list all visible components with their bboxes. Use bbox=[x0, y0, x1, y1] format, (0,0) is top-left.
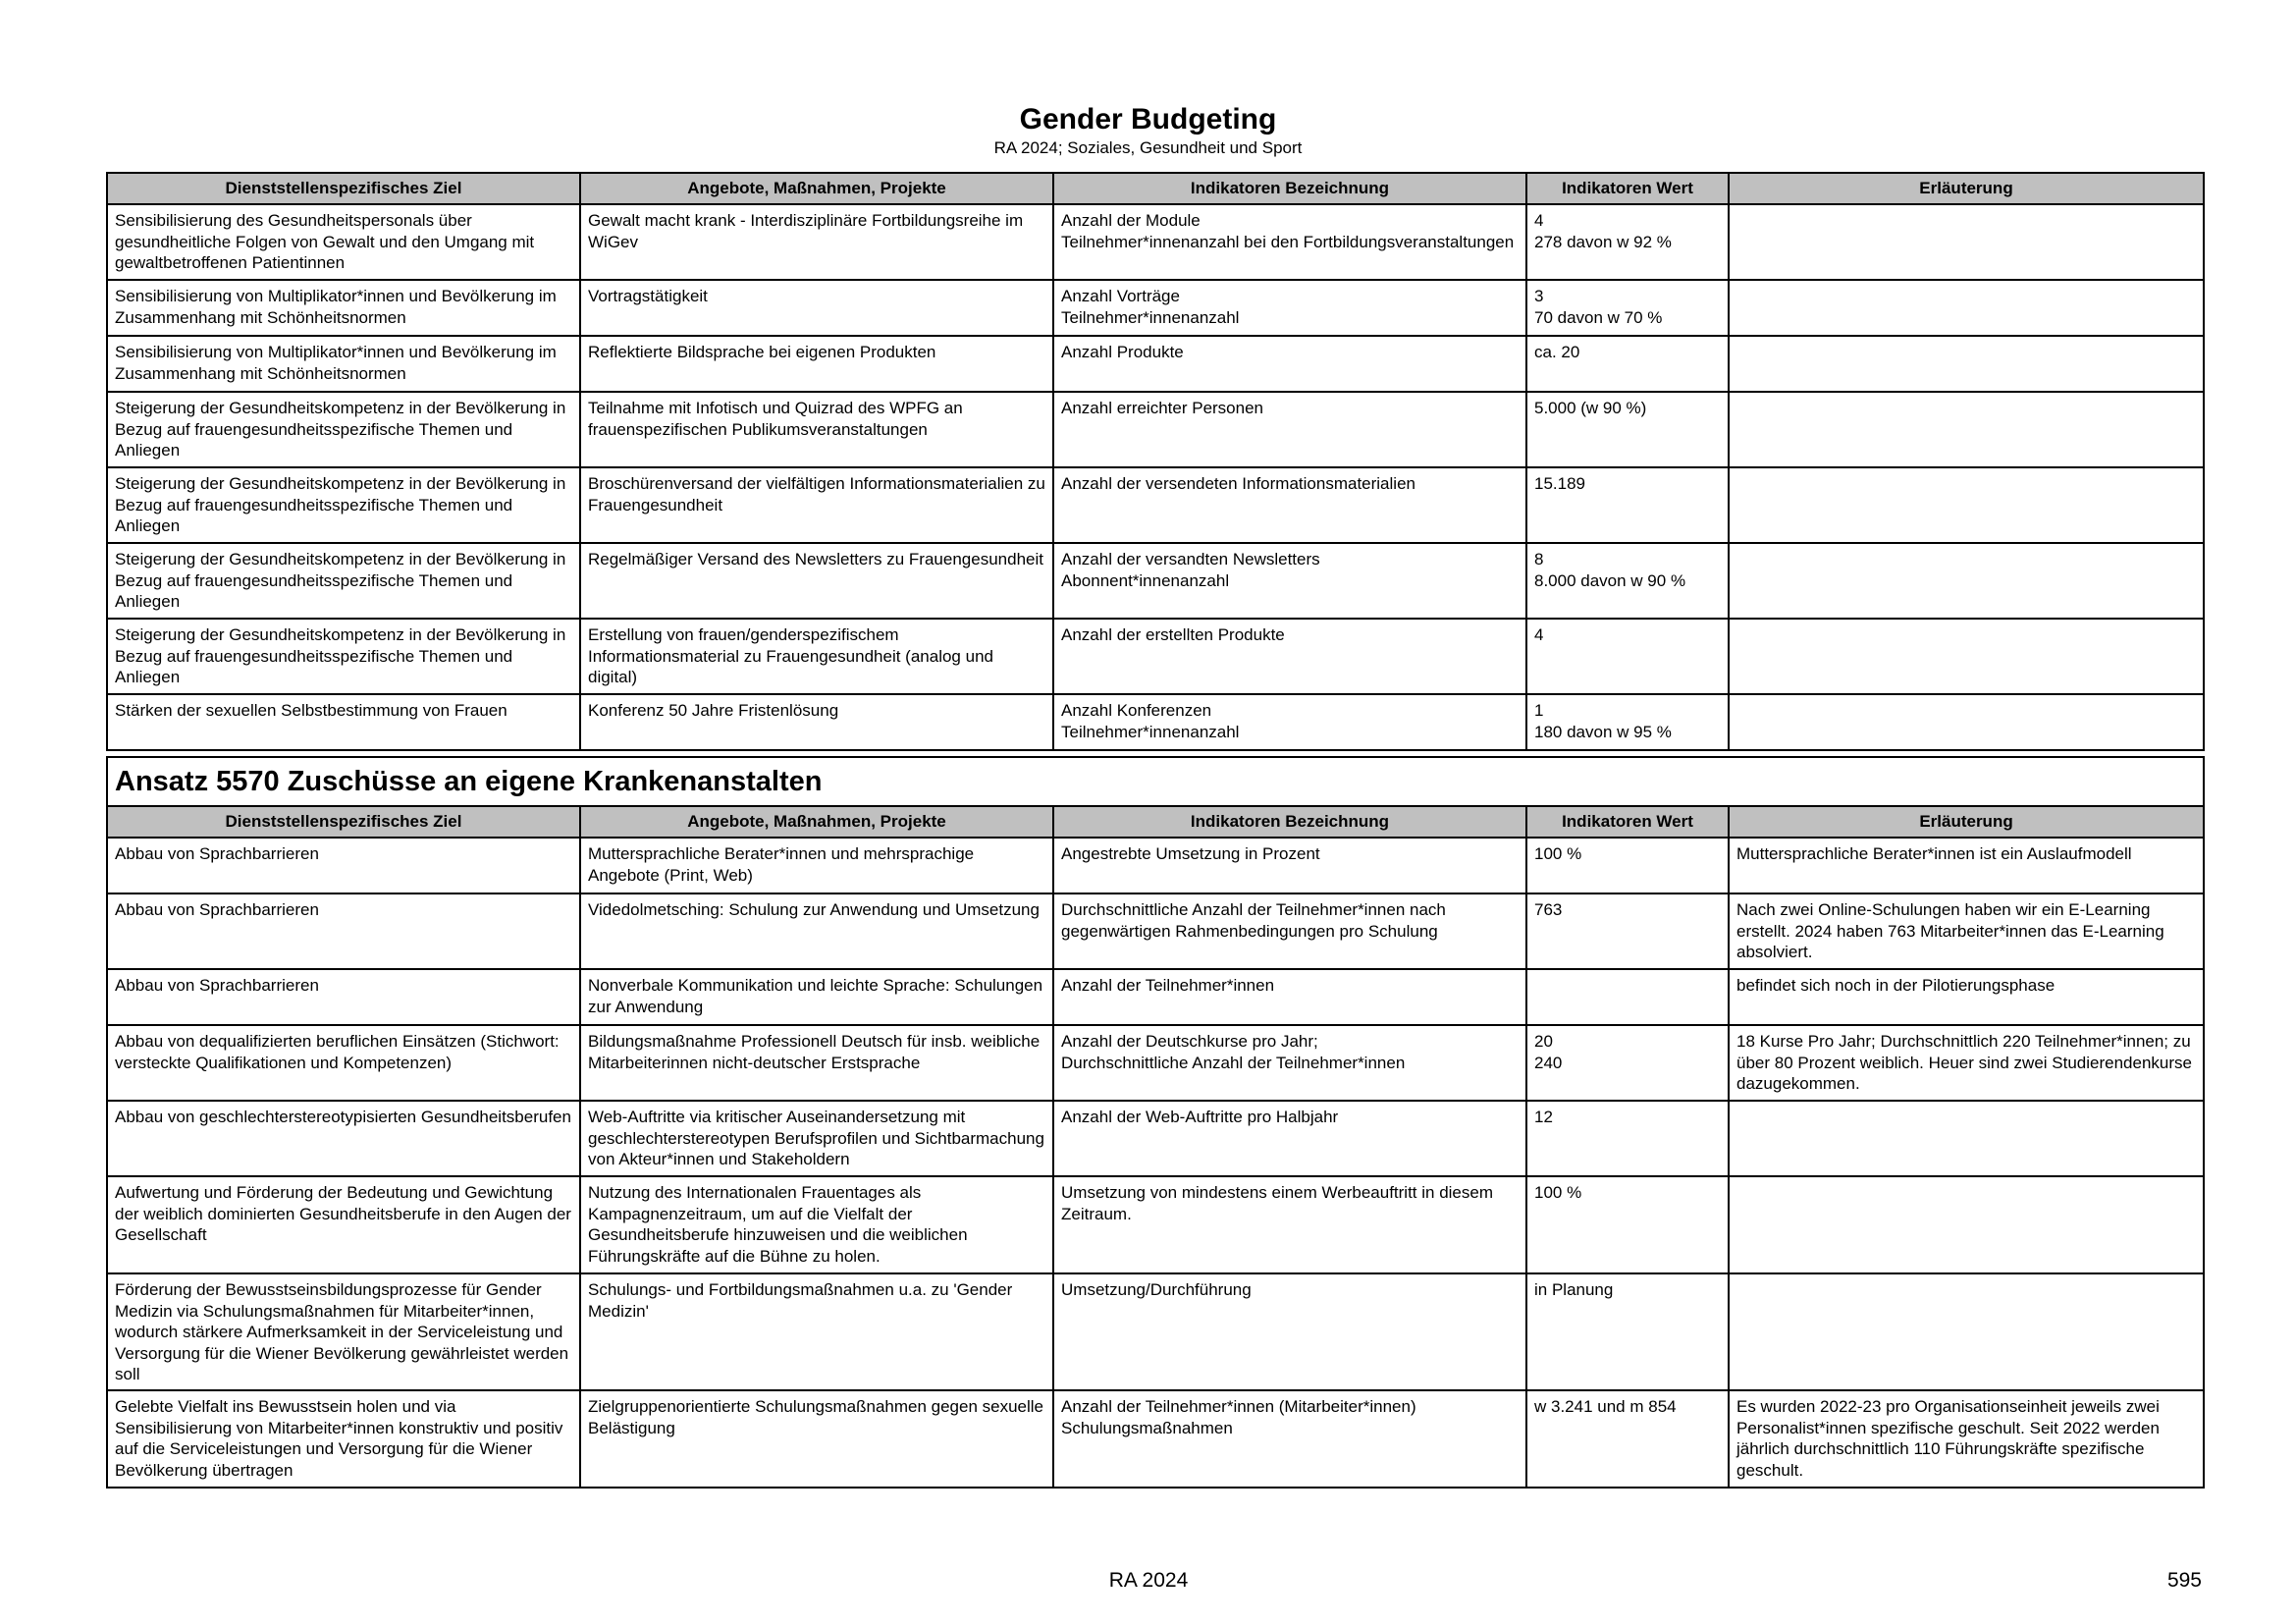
table-row bbox=[107, 1273, 2204, 1390]
cell-wert-line: 763 bbox=[1534, 900, 1563, 919]
section-title: Ansatz 5570 Zuschüsse an eigene Krankenanstalten bbox=[107, 757, 2204, 806]
table-row bbox=[107, 893, 2204, 969]
cell-wert-line: 3 bbox=[1534, 287, 1544, 305]
column-header-ziel: Dienststellenspezifisches Ziel bbox=[107, 806, 580, 838]
cell-indikator-line: Anzahl der Web-Auftritte pro Halbjahr bbox=[1061, 1108, 1339, 1126]
cell-wert-line: w 3.241 und m 854 bbox=[1534, 1397, 1677, 1416]
table-row bbox=[107, 1390, 2204, 1488]
cell-wert-line: 20 bbox=[1534, 1032, 1553, 1051]
cell-wert bbox=[1526, 694, 1729, 750]
cell-ziel: Abbau von Sprachbarrieren bbox=[107, 969, 580, 1025]
cell-indikator-line: Teilnehmer*innenanzahl bbox=[1061, 307, 1240, 327]
cell-indikator-line: Durchschnittliche Anzahl der Teilnehmer*innen bbox=[1061, 1053, 1406, 1072]
table-row bbox=[107, 694, 2204, 750]
cell-indikator bbox=[1053, 336, 1526, 392]
document-subtitle: RA 2024; Soziales, Gesundheit und Sport bbox=[993, 138, 1303, 157]
cell-indikator-line: Anzahl der versandten Newsletters bbox=[1061, 550, 1320, 568]
cell-wert bbox=[1526, 392, 1729, 467]
cell-massnahme: Reflektierte Bildsprache bei eigenen Produkten bbox=[580, 336, 1053, 392]
cell-ziel: Steigerung der Gesundheitskompetenz in der Bevölkerung in Bezug auf frauengesundheitsspezifische Themen und Anliegen bbox=[107, 543, 580, 619]
cell-erlaeuterung bbox=[1729, 467, 2204, 543]
cell-massnahme: Teilnahme mit Infotisch und Quizrad des WPFG an frauenspezifischen Publikumsveranstaltungen bbox=[580, 392, 1053, 467]
cell-indikator-line: Anzahl erreichter Personen bbox=[1061, 399, 1264, 417]
page-header bbox=[0, 102, 2296, 159]
cell-massnahme: Muttersprachliche Berater*innen und mehrsprachige Angebote (Print, Web) bbox=[580, 838, 1053, 893]
cell-wert bbox=[1526, 467, 1729, 543]
cell-erlaeuterung bbox=[1729, 280, 2204, 336]
column-header-erlaeuterung: Erläuterung bbox=[1729, 806, 2204, 838]
cell-indikator bbox=[1053, 1273, 1526, 1390]
cell-ziel: Abbau von geschlechterstereotypisierten Gesundheitsberufen bbox=[107, 1101, 580, 1176]
cell-massnahme: Erstellung von frauen/genderspezifischem Informationsmaterial zu Frauengesundheit (analog und digital) bbox=[580, 619, 1053, 694]
page-number: 595 bbox=[2166, 1569, 2202, 1592]
column-header-indikatoren-wert: Indikatoren Wert bbox=[1526, 173, 1729, 204]
table-row bbox=[107, 1025, 2204, 1101]
cell-massnahme: Broschürenversand der vielfältigen Informationsmaterialien zu Frauengesundheit bbox=[580, 467, 1053, 543]
cell-ziel: Stärken der sexuellen Selbstbestimmung von Frauen bbox=[107, 694, 580, 750]
cell-indikator bbox=[1053, 694, 1526, 750]
column-header-massnahmen: Angebote, Maßnahmen, Projekte bbox=[580, 173, 1053, 204]
cell-erlaeuterung bbox=[1729, 336, 2204, 392]
cell-indikator bbox=[1053, 1176, 1526, 1273]
cell-massnahme: Nonverbale Kommunikation und leichte Sprache: Schulungen zur Anwendung bbox=[580, 969, 1053, 1025]
cell-ziel: Steigerung der Gesundheitskompetenz in der Bevölkerung in Bezug auf frauengesundheitsspezifische Themen und Anliegen bbox=[107, 619, 580, 694]
cell-massnahme: Gewalt macht krank - Interdisziplinäre Fortbildungsreihe im WiGev bbox=[580, 204, 1053, 280]
column-header-indikatoren-wert: Indikatoren Wert bbox=[1526, 806, 1729, 838]
cell-erlaeuterung: Es wurden 2022-23 pro Organisationseinheit jeweils zwei Personalist*innen spezifische geschult. Seit 2022 werden jährlich durchschnittlich 110 Führungskräfte spezifische geschult. bbox=[1729, 1390, 2204, 1488]
cell-wert-line: ca. 20 bbox=[1534, 343, 1580, 361]
cell-indikator-line: Umsetzung von mindestens einem Werbeauftritt in diesem Zeitraum. bbox=[1061, 1183, 1493, 1223]
cell-wert-line: 100 % bbox=[1534, 844, 1582, 863]
cell-massnahme: Regelmäßiger Versand des Newsletters zu Frauengesundheit bbox=[580, 543, 1053, 619]
cell-indikator-line: Anzahl der Deutschkurse pro Jahr; bbox=[1061, 1032, 1318, 1051]
cell-indikator bbox=[1053, 838, 1526, 893]
column-header-indikatoren-bezeichnung: Indikatoren Bezeichnung bbox=[1053, 173, 1526, 204]
cell-wert bbox=[1526, 280, 1729, 336]
column-header-erlaeuterung: Erläuterung bbox=[1729, 173, 2204, 204]
table-row bbox=[107, 838, 2204, 893]
cell-wert bbox=[1526, 1273, 1729, 1390]
column-header-indikatoren-bezeichnung: Indikatoren Bezeichnung bbox=[1053, 806, 1526, 838]
cell-indikator bbox=[1053, 619, 1526, 694]
cell-massnahme: Vortragstätigkeit bbox=[580, 280, 1053, 336]
table-row bbox=[107, 280, 2204, 336]
table-row bbox=[107, 619, 2204, 694]
document-title: Gender Budgeting bbox=[1019, 103, 1277, 135]
gender-budgeting-table-1 bbox=[106, 172, 2205, 751]
cell-indikator bbox=[1053, 893, 1526, 969]
cell-erlaeuterung bbox=[1729, 619, 2204, 694]
cell-wert-line: 180 davon w 95 % bbox=[1534, 722, 1672, 741]
cell-ziel: Steigerung der Gesundheitskompetenz in der Bevölkerung in Bezug auf frauengesundheitsspezifische Themen und Anliegen bbox=[107, 392, 580, 467]
cell-wert bbox=[1526, 893, 1729, 969]
cell-wert bbox=[1526, 336, 1729, 392]
cell-wert bbox=[1526, 1176, 1729, 1273]
cell-ziel: Förderung der Bewusstseinsbildungsprozesse für Gender Medizin via Schulungsmaßnahmen für Mitarbeiter*innen, wodurch stärkere Aufmerksamkeit in der Serviceleistung und Versorgung für die Wiener Bevölkerung gewährleistet werden soll bbox=[107, 1273, 580, 1390]
cell-erlaeuterung bbox=[1729, 1101, 2204, 1176]
cell-wert-line: 8.000 davon w 90 % bbox=[1534, 570, 1686, 590]
cell-massnahme: Konferenz 50 Jahre Fristenlösung bbox=[580, 694, 1053, 750]
footer-label: RA 2024 bbox=[1108, 1569, 1189, 1592]
cell-indikator-line: Anzahl Produkte bbox=[1061, 343, 1184, 361]
cell-erlaeuterung: 18 Kurse Pro Jahr; Durchschnittlich 220 Teilnehmer*innen; zu über 80 Prozent weiblich. Heuer sind zwei Studierendenkurse dazugekommen. bbox=[1729, 1025, 2204, 1101]
cell-indikator-line: Teilnehmer*innenanzahl bbox=[1061, 722, 1240, 741]
cell-indikator-line: Anzahl der Teilnehmer*innen (Mitarbeiter*innen) bbox=[1061, 1397, 1416, 1416]
cell-wert bbox=[1526, 543, 1729, 619]
cell-wert-line: 1 bbox=[1534, 701, 1544, 720]
cell-wert bbox=[1526, 1101, 1729, 1176]
cell-indikator bbox=[1053, 543, 1526, 619]
cell-wert bbox=[1526, 969, 1729, 1025]
cell-wert-line: 8 bbox=[1534, 550, 1544, 568]
cell-massnahme: Schulungs- und Fortbildungsmaßnahmen u.a. zu 'Gender Medizin' bbox=[580, 1273, 1053, 1390]
cell-ziel: Sensibilisierung des Gesundheitspersonals über gesundheitliche Folgen von Gewalt und den Umgang mit gewaltbetroffenen Patientinnen bbox=[107, 204, 580, 280]
cell-wert bbox=[1526, 838, 1729, 893]
cell-ziel: Sensibilisierung von Multiplikator*innen und Bevölkerung im Zusammenhang mit Schönheitsnormen bbox=[107, 336, 580, 392]
cell-wert bbox=[1526, 619, 1729, 694]
cell-erlaeuterung bbox=[1729, 1273, 2204, 1390]
cell-indikator bbox=[1053, 467, 1526, 543]
cell-erlaeuterung bbox=[1729, 392, 2204, 467]
table-row bbox=[107, 392, 2204, 467]
cell-wert-line: 240 bbox=[1534, 1053, 1563, 1072]
cell-wert-line: 4 bbox=[1534, 211, 1544, 230]
cell-ziel: Abbau von Sprachbarrieren bbox=[107, 838, 580, 893]
cell-indikator-line: Anzahl der Module bbox=[1061, 211, 1201, 230]
column-header-ziel: Dienststellenspezifisches Ziel bbox=[107, 173, 580, 204]
cell-indikator bbox=[1053, 1025, 1526, 1101]
cell-massnahme: Web-Auftritte via kritischer Auseinandersetzung mit geschlechterstereotypen Berufsprofilen und Sichtbarmachung von Akteur*innen und Stakeholdern bbox=[580, 1101, 1053, 1176]
cell-massnahme: Zielgruppenorientierte Schulungsmaßnahmen gegen sexuelle Belästigung bbox=[580, 1390, 1053, 1488]
cell-indikator-line: Durchschnittliche Anzahl der Teilnehmer*innen nach gegenwärtigen Rahmenbedingungen pro Schulung bbox=[1061, 900, 1446, 941]
cell-wert-line: 12 bbox=[1534, 1108, 1553, 1126]
cell-wert-line: in Planung bbox=[1534, 1280, 1614, 1299]
table-header-row bbox=[107, 806, 2204, 838]
cell-indikator-line: Angestrebte Umsetzung in Prozent bbox=[1061, 844, 1320, 863]
cell-indikator-line: Umsetzung/Durchführung bbox=[1061, 1280, 1252, 1299]
table-row bbox=[107, 969, 2204, 1025]
column-header-massnahmen: Angebote, Maßnahmen, Projekte bbox=[580, 806, 1053, 838]
cell-indikator bbox=[1053, 1101, 1526, 1176]
section-header-row bbox=[107, 757, 2204, 806]
cell-indikator-line: Anzahl Konferenzen bbox=[1061, 701, 1212, 720]
cell-indikator-line: Schulungsmaßnahmen bbox=[1061, 1418, 1233, 1437]
cell-massnahme: Videdolmetsching: Schulung zur Anwendung und Umsetzung bbox=[580, 893, 1053, 969]
cell-indikator bbox=[1053, 1390, 1526, 1488]
table-row bbox=[107, 543, 2204, 619]
cell-massnahme: Nutzung des Internationalen Frauentages als Kampagnenzeitraum, um auf die Vielfalt der Gesundheitsberufe hinzuweisen und die weiblichen Führungskräfte auf die Bühne zu holen. bbox=[580, 1176, 1053, 1273]
cell-indikator-line: Anzahl der versendeten Informationsmaterialien bbox=[1061, 474, 1415, 493]
cell-ziel: Gelebte Vielfalt ins Bewusstsein holen und via Sensibilisierung von Mitarbeiter*innen konstruktiv und positiv auf die Serviceleistungen und Versorgung für die Wiener Bevölkerung übertragen bbox=[107, 1390, 580, 1488]
cell-indikator-line: Teilnehmer*innenanzahl bei den Fortbildungsveranstaltungen bbox=[1061, 232, 1515, 251]
cell-erlaeuterung bbox=[1729, 1176, 2204, 1273]
cell-ziel: Aufwertung und Förderung der Bedeutung und Gewichtung der weiblich dominierten Gesundheitsberufe in den Augen der Gesellschaft bbox=[107, 1176, 580, 1273]
cell-wert-line: 4 bbox=[1534, 625, 1544, 644]
cell-erlaeuterung bbox=[1729, 694, 2204, 750]
cell-indikator-line: Anzahl der Teilnehmer*innen bbox=[1061, 976, 1275, 995]
table-row bbox=[107, 1176, 2204, 1273]
cell-wert-line: 15.189 bbox=[1534, 474, 1585, 493]
cell-indikator bbox=[1053, 392, 1526, 467]
cell-erlaeuterung: befindet sich noch in der Pilotierungsphase bbox=[1729, 969, 2204, 1025]
cell-erlaeuterung bbox=[1729, 543, 2204, 619]
cell-indikator bbox=[1053, 969, 1526, 1025]
cell-wert-line: 70 davon w 70 % bbox=[1534, 307, 1663, 327]
table-row bbox=[107, 336, 2204, 392]
cell-indikator bbox=[1053, 204, 1526, 280]
cell-ziel: Steigerung der Gesundheitskompetenz in der Bevölkerung in Bezug auf frauengesundheitsspezifische Themen und Anliegen bbox=[107, 467, 580, 543]
gender-budgeting-table-2 bbox=[106, 756, 2205, 1489]
cell-massnahme: Bildungsmaßnahme Professionell Deutsch für insb. weibliche Mitarbeiterinnen nicht-deutscher Erstsprache bbox=[580, 1025, 1053, 1101]
cell-ziel: Abbau von dequalifizierten beruflichen Einsätzen (Stichwort: versteckte Qualifikationen und Kompetenzen) bbox=[107, 1025, 580, 1101]
table-header-row bbox=[107, 173, 2204, 204]
cell-indikator-line: Anzahl Vorträge bbox=[1061, 287, 1180, 305]
cell-wert bbox=[1526, 1025, 1729, 1101]
cell-erlaeuterung: Nach zwei Online-Schulungen haben wir ein E-Learning erstellt. 2024 haben 763 Mitarbeiter*innen das E-Learning absolviert. bbox=[1729, 893, 2204, 969]
cell-wert-line: 278 davon w 92 % bbox=[1534, 232, 1672, 251]
cell-indikator-line: Abonnent*innenanzahl bbox=[1061, 570, 1230, 590]
cell-erlaeuterung: Muttersprachliche Berater*innen ist ein Auslaufmodell bbox=[1729, 838, 2204, 893]
cell-wert bbox=[1526, 1390, 1729, 1488]
table-row bbox=[107, 1101, 2204, 1176]
cell-wert-line: 100 % bbox=[1534, 1183, 1582, 1202]
cell-ziel: Abbau von Sprachbarrieren bbox=[107, 893, 580, 969]
table-row bbox=[107, 204, 2204, 280]
cell-wert bbox=[1526, 204, 1729, 280]
table-row bbox=[107, 467, 2204, 543]
cell-ziel: Sensibilisierung von Multiplikator*innen und Bevölkerung im Zusammenhang mit Schönheitsnormen bbox=[107, 280, 580, 336]
cell-erlaeuterung bbox=[1729, 204, 2204, 280]
cell-wert-line: 5.000 (w 90 %) bbox=[1534, 399, 1647, 417]
cell-indikator bbox=[1053, 280, 1526, 336]
cell-indikator-line: Anzahl der erstellten Produkte bbox=[1061, 625, 1285, 644]
